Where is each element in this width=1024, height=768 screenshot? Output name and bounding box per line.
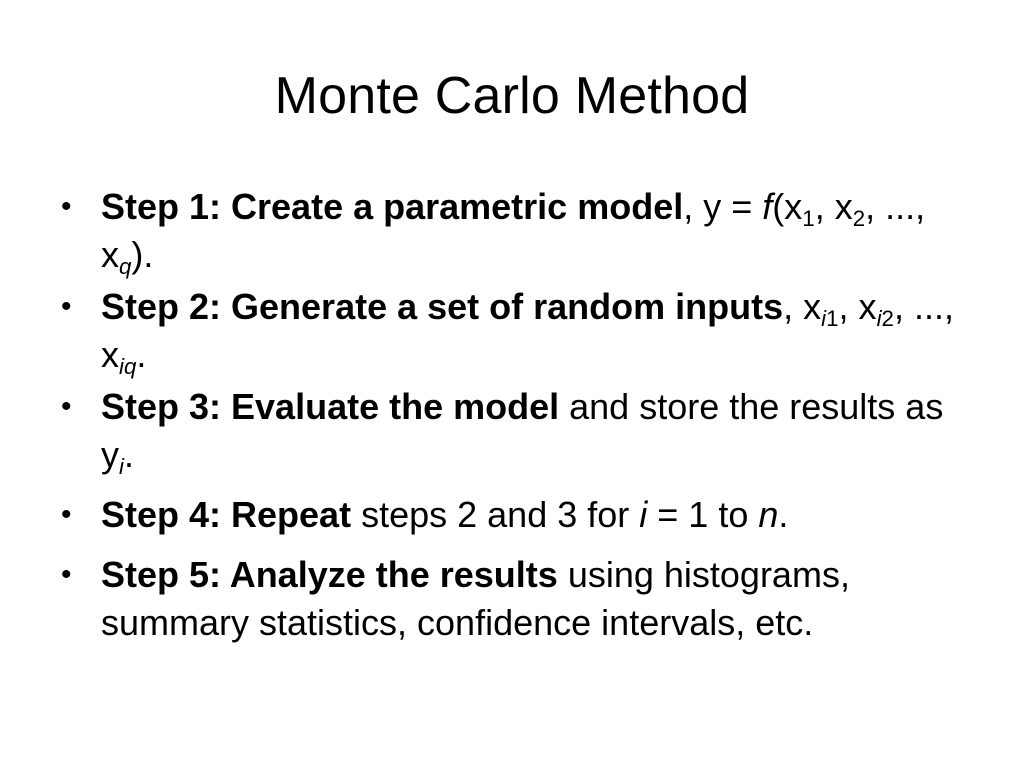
- bullet-text: [101, 554, 850, 643]
- slide-title: Monte Carlo Method: [274, 67, 750, 125]
- bullet-lead: Step 3: Evaluate the model: [101, 386, 560, 427]
- bullet-dot-icon: •: [61, 190, 72, 223]
- bullet-text: Step 4: Repeat steps 2 and 3 for i = 1 to n.: [101, 494, 789, 535]
- bullet-text: Step 3: Evaluate the model and store the results as $y_i$.: [101, 386, 944, 480]
- bullet-text: Step 1: Create a parametric model, $y = f(x_1$, $x_2$, ..., $x_q$).: [101, 186, 926, 280]
- bullet-item-step-2: [58, 283, 958, 379]
- bullet-lead: Step 1: Create a parametric model: [101, 186, 684, 227]
- bullet-text: Step 2: Generate a set of random inputs, $x_{i1}$, $x_{i2}$, ..., $x_{iq}$.: [101, 286, 954, 380]
- bullet-dot-icon: •: [61, 558, 72, 591]
- bullet-item-step-3: [58, 383, 958, 479]
- bullet-item-step-5: [58, 551, 958, 647]
- bullet-lead: Step 5: Analyze the results: [101, 554, 558, 595]
- bullet-dot-icon: •: [61, 290, 72, 323]
- bullet-dot-icon: •: [61, 390, 72, 423]
- bullet-lead: Step 4: Repeat: [101, 494, 352, 535]
- bullet-dot-icon: •: [61, 498, 72, 531]
- bullet-list: [58, 183, 958, 653]
- bullet-item-step-4: [58, 491, 958, 539]
- bullet-item-step-1: [58, 183, 958, 279]
- bullet-lead: Step 2: Generate a set of random inputs: [101, 286, 784, 327]
- bullet-rest: using histograms, summary statistics, confidence intervals, etc.: [101, 554, 850, 643]
